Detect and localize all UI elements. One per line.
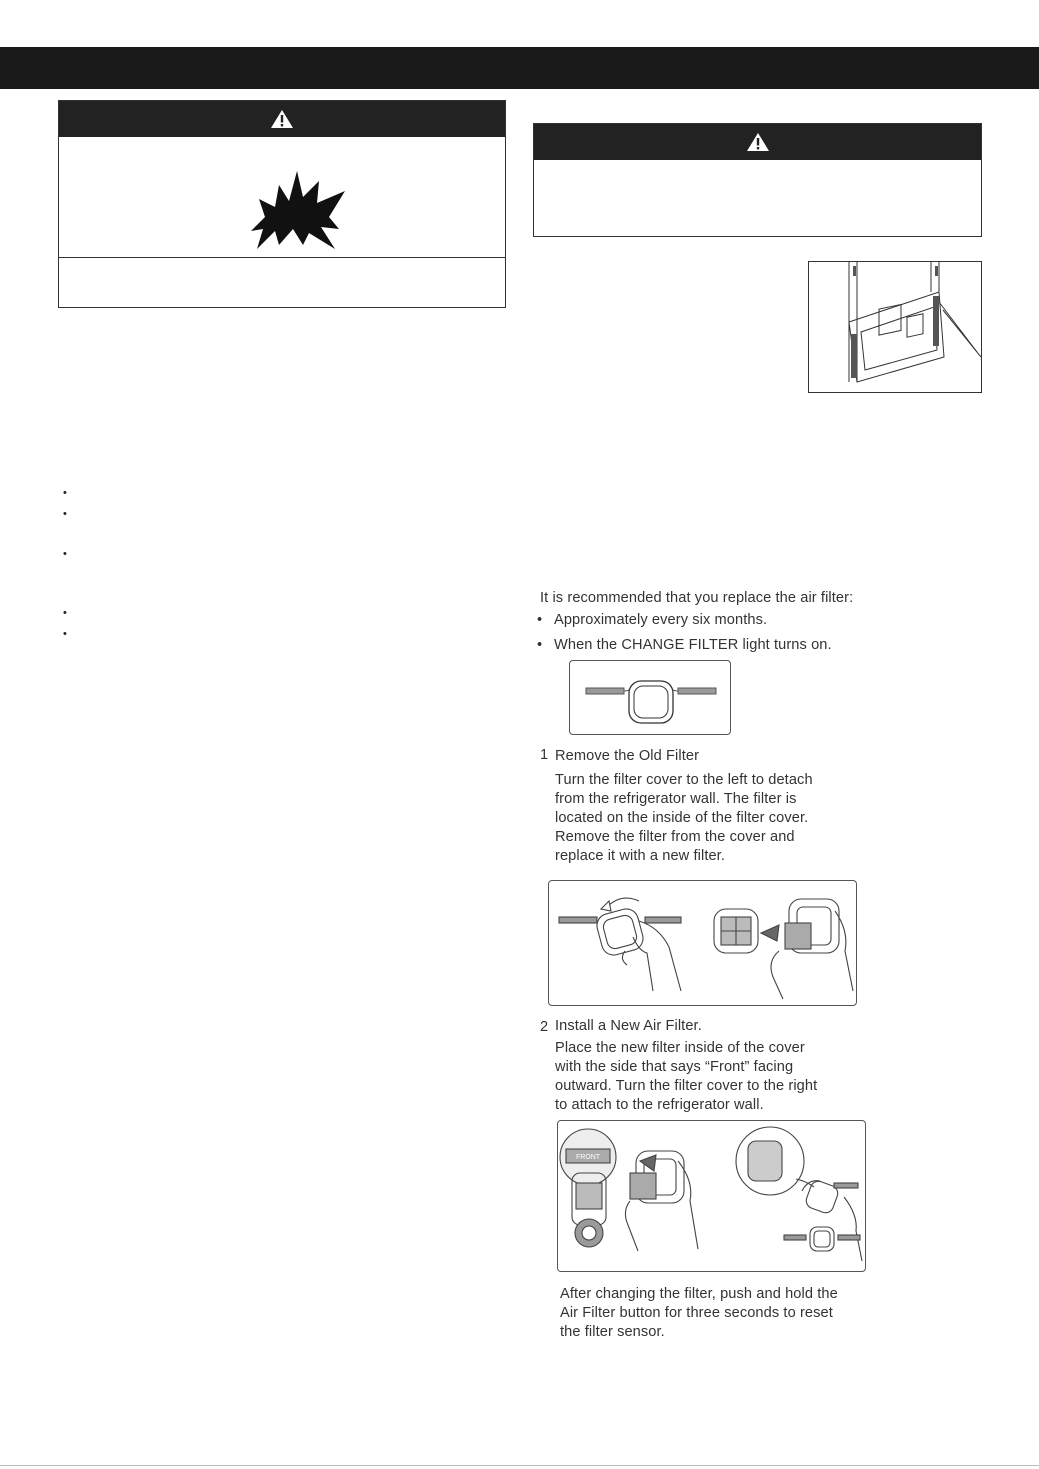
step-1-number: 1 — [540, 747, 549, 763]
text-line: After changing the filter, push and hold the — [560, 1286, 838, 1302]
text-line: Place the new filter inside of the cover — [555, 1040, 805, 1056]
bullet-text: Approximately every six months. — [554, 612, 768, 628]
install-filter-figure — [557, 1120, 866, 1272]
bullet-marker: • — [63, 628, 67, 640]
step-1-title: Remove the Old Filter — [555, 748, 700, 764]
step-2-text — [555, 1039, 817, 1115]
text-line: Turn the filter cover to the left to detach — [555, 772, 813, 788]
filter-button-figure — [569, 660, 731, 735]
explosion-area — [59, 137, 505, 258]
footer-rule — [0, 1465, 1039, 1466]
refrigerator-rear-illustration — [808, 261, 982, 393]
text-line: with the side that says “Front” facing — [555, 1059, 794, 1075]
text-line: the filter sensor. — [560, 1324, 665, 1340]
step-2-title: Install a New Air Filter. — [555, 1018, 702, 1034]
intro-text: It is recommended that you replace the air filter: — [540, 590, 854, 606]
header-bar — [0, 47, 1039, 89]
text-line: from the refrigerator wall. The filter is — [555, 791, 797, 807]
front-label: FRONT — [575, 1154, 601, 1161]
step-1-text — [555, 771, 813, 866]
text-line: Air Filter button for three seconds to reset — [560, 1305, 833, 1321]
warning-triangle-icon — [746, 132, 770, 152]
explosion-icon — [249, 169, 347, 251]
bullet-marker: • — [63, 508, 67, 520]
bullet-marker: • — [63, 607, 67, 619]
bullet-marker: • — [537, 612, 543, 628]
bullet-marker: • — [63, 548, 67, 560]
warning-box-explosion — [58, 100, 506, 308]
step-2-number: 2 — [540, 1019, 549, 1035]
text-line: Remove the filter from the cover and — [555, 829, 795, 845]
warning-triangle-icon — [270, 109, 294, 129]
remove-filter-figure — [548, 880, 857, 1006]
warning-box-caution — [533, 123, 982, 237]
warning-header — [534, 124, 981, 160]
bullet-marker: • — [537, 637, 543, 653]
text-line: located on the inside of the filter cover. — [555, 810, 809, 826]
warning-header — [59, 101, 505, 137]
text-line: to attach to the refrigerator wall. — [555, 1097, 764, 1113]
bullet-text: When the CHANGE FILTER light turns on. — [554, 637, 832, 653]
after-text — [560, 1285, 838, 1342]
bullet-marker: • — [63, 487, 67, 499]
text-line: replace it with a new filter. — [555, 848, 725, 864]
bullet-six-months — [537, 611, 767, 630]
bullet-change-filter — [537, 636, 832, 655]
text-line: outward. Turn the filter cover to the right — [555, 1078, 818, 1094]
